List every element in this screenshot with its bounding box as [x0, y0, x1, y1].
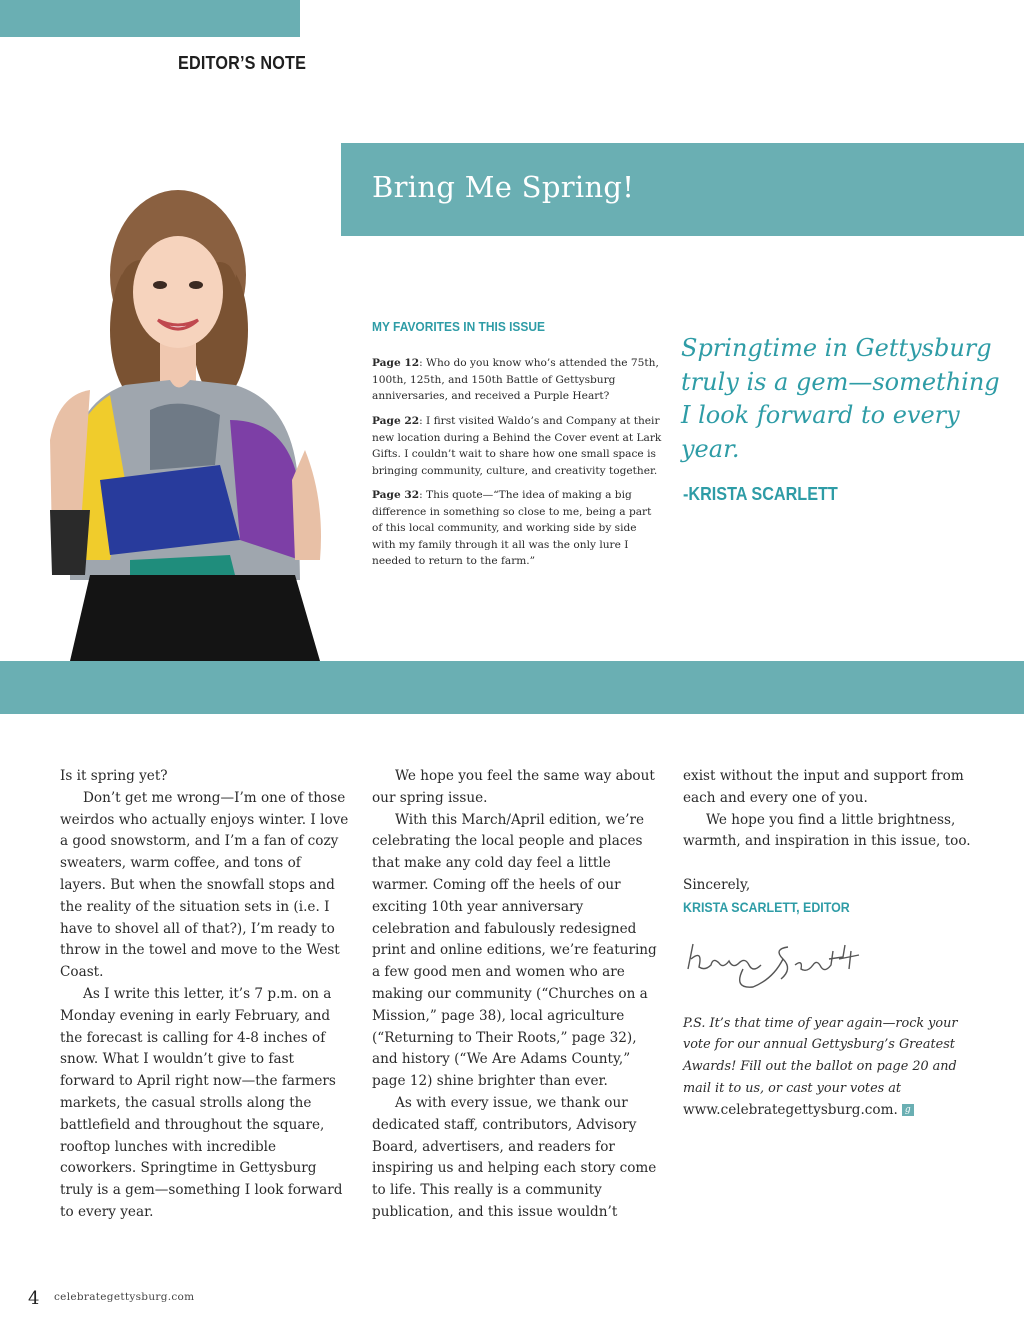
pull-quote-attribution: -KRISTA SCARLETT	[683, 484, 838, 504]
body-paragraph: Is it spring yet?	[60, 768, 168, 784]
body-paragraph: exist without the input and support from each and every one of you.	[683, 768, 964, 806]
favorite-text: : I first visited Waldo’s and Company at their new location during a Behind the Cover event at Lark Gifts. I couldn’t wait to share how one small space is bringing community, culture, and creativity together.	[372, 415, 662, 477]
postscript	[683, 1013, 983, 1122]
body-column-3	[683, 766, 983, 1122]
favorite-page: Page 22	[372, 415, 420, 427]
website-link[interactable]: www.celebrategettysburg.com.	[683, 1101, 898, 1118]
gem-logo-icon: g	[902, 1104, 914, 1116]
body-paragraph: We hope you feel the same way about our spring issue.	[372, 768, 655, 806]
postscript-text: P.S. It’s that time of year again—rock your vote for our annual Gettysburg’s Greatest Awards! Fill out the ballot on page 20 and mail it to us, or cast your votes at	[683, 1015, 958, 1096]
editor-portrait	[30, 180, 350, 661]
pull-quote: Springtime in Gettysburg truly is a gem—something I look forward to every year.	[681, 334, 1000, 463]
favorite-item	[372, 487, 662, 570]
favorite-item	[372, 413, 662, 479]
page-title: Bring Me Spring!	[372, 170, 635, 204]
divider-band	[0, 661, 1024, 714]
signature-image	[683, 929, 873, 999]
body-paragraph: We hope you find a little brightness, warmth, and inspiration in this issue, too.	[683, 811, 971, 850]
body-column-1	[60, 766, 350, 1224]
top-accent-bar	[0, 0, 300, 37]
body-paragraph: With this March/April edition, we’re celebrating the local people and places that make any cold day feel a little warmer. Coming off the heels of our exciting 10th year anniversary celebration and fabulously redesigned print and online editions, we’re featuring a few good men and women who are making our community (“Churches on a Mission,” page 38), local agriculture (“Returning to Their Roots,” page 32), and history (“We Are Adams County,” page 12) shine brighter than ever.	[372, 811, 657, 1090]
body-paragraph: As with every issue, we thank our dedicated staff, contributors, Advisory Board, advertisers, and readers for inspiring us and helping each story come to life. This really is a community publication, and this issue wouldn’t	[372, 1094, 657, 1220]
favorite-page: Page 12	[372, 357, 420, 369]
favorites-heading: MY FAVORITES IN THIS ISSUE	[372, 319, 546, 334]
section-label: EDITOR’S NOTE	[178, 53, 307, 73]
body-column-2	[372, 766, 662, 1224]
favorite-item	[372, 355, 662, 405]
footer-url[interactable]: celebrategettysburg.com	[54, 1291, 195, 1303]
editor-signoff: KRISTA SCARLETT, EDITOR	[683, 899, 850, 915]
body-paragraph: Don’t get me wrong—I’m one of those weirdos who actually enjoys winter. I love a good snowstorm, and I’m a fan of cozy sweaters, warm coffee, and tons of layers. But when the snowfall stops and the reality of the situation sets in (i.e. I have to shovel all of that?), I’m ready to throw in the towel and move to the West Coast.	[60, 789, 349, 981]
page-number: 4	[28, 1288, 40, 1309]
closing-line: Sincerely,	[683, 876, 751, 893]
favorite-text: : This quote—“The idea of making a big difference in something so close to me, being a part of this local community, and working side by side with my family through it all was the only lure I needed to return to the farm.”	[372, 489, 652, 567]
body-paragraph: As I write this letter, it’s 7 p.m. on a Monday evening in early February, and the forecast is calling for 4-8 inches of snow. What I wouldn’t give to fast forward to April right now—the farmers markets, the casual strolls along the battlefield and throughout the square, rooftop lunches with incredible coworkers. Springtime in Gettysburg truly is a gem—something I look forward to every year.	[60, 985, 343, 1220]
favorite-page: Page 32	[372, 489, 420, 501]
favorite-text: : Who do you know who’s attended the 75th, 100th, 125th, and 150th Battle of Gettysburg anniversaries, and received a Purple Heart?	[372, 357, 659, 402]
